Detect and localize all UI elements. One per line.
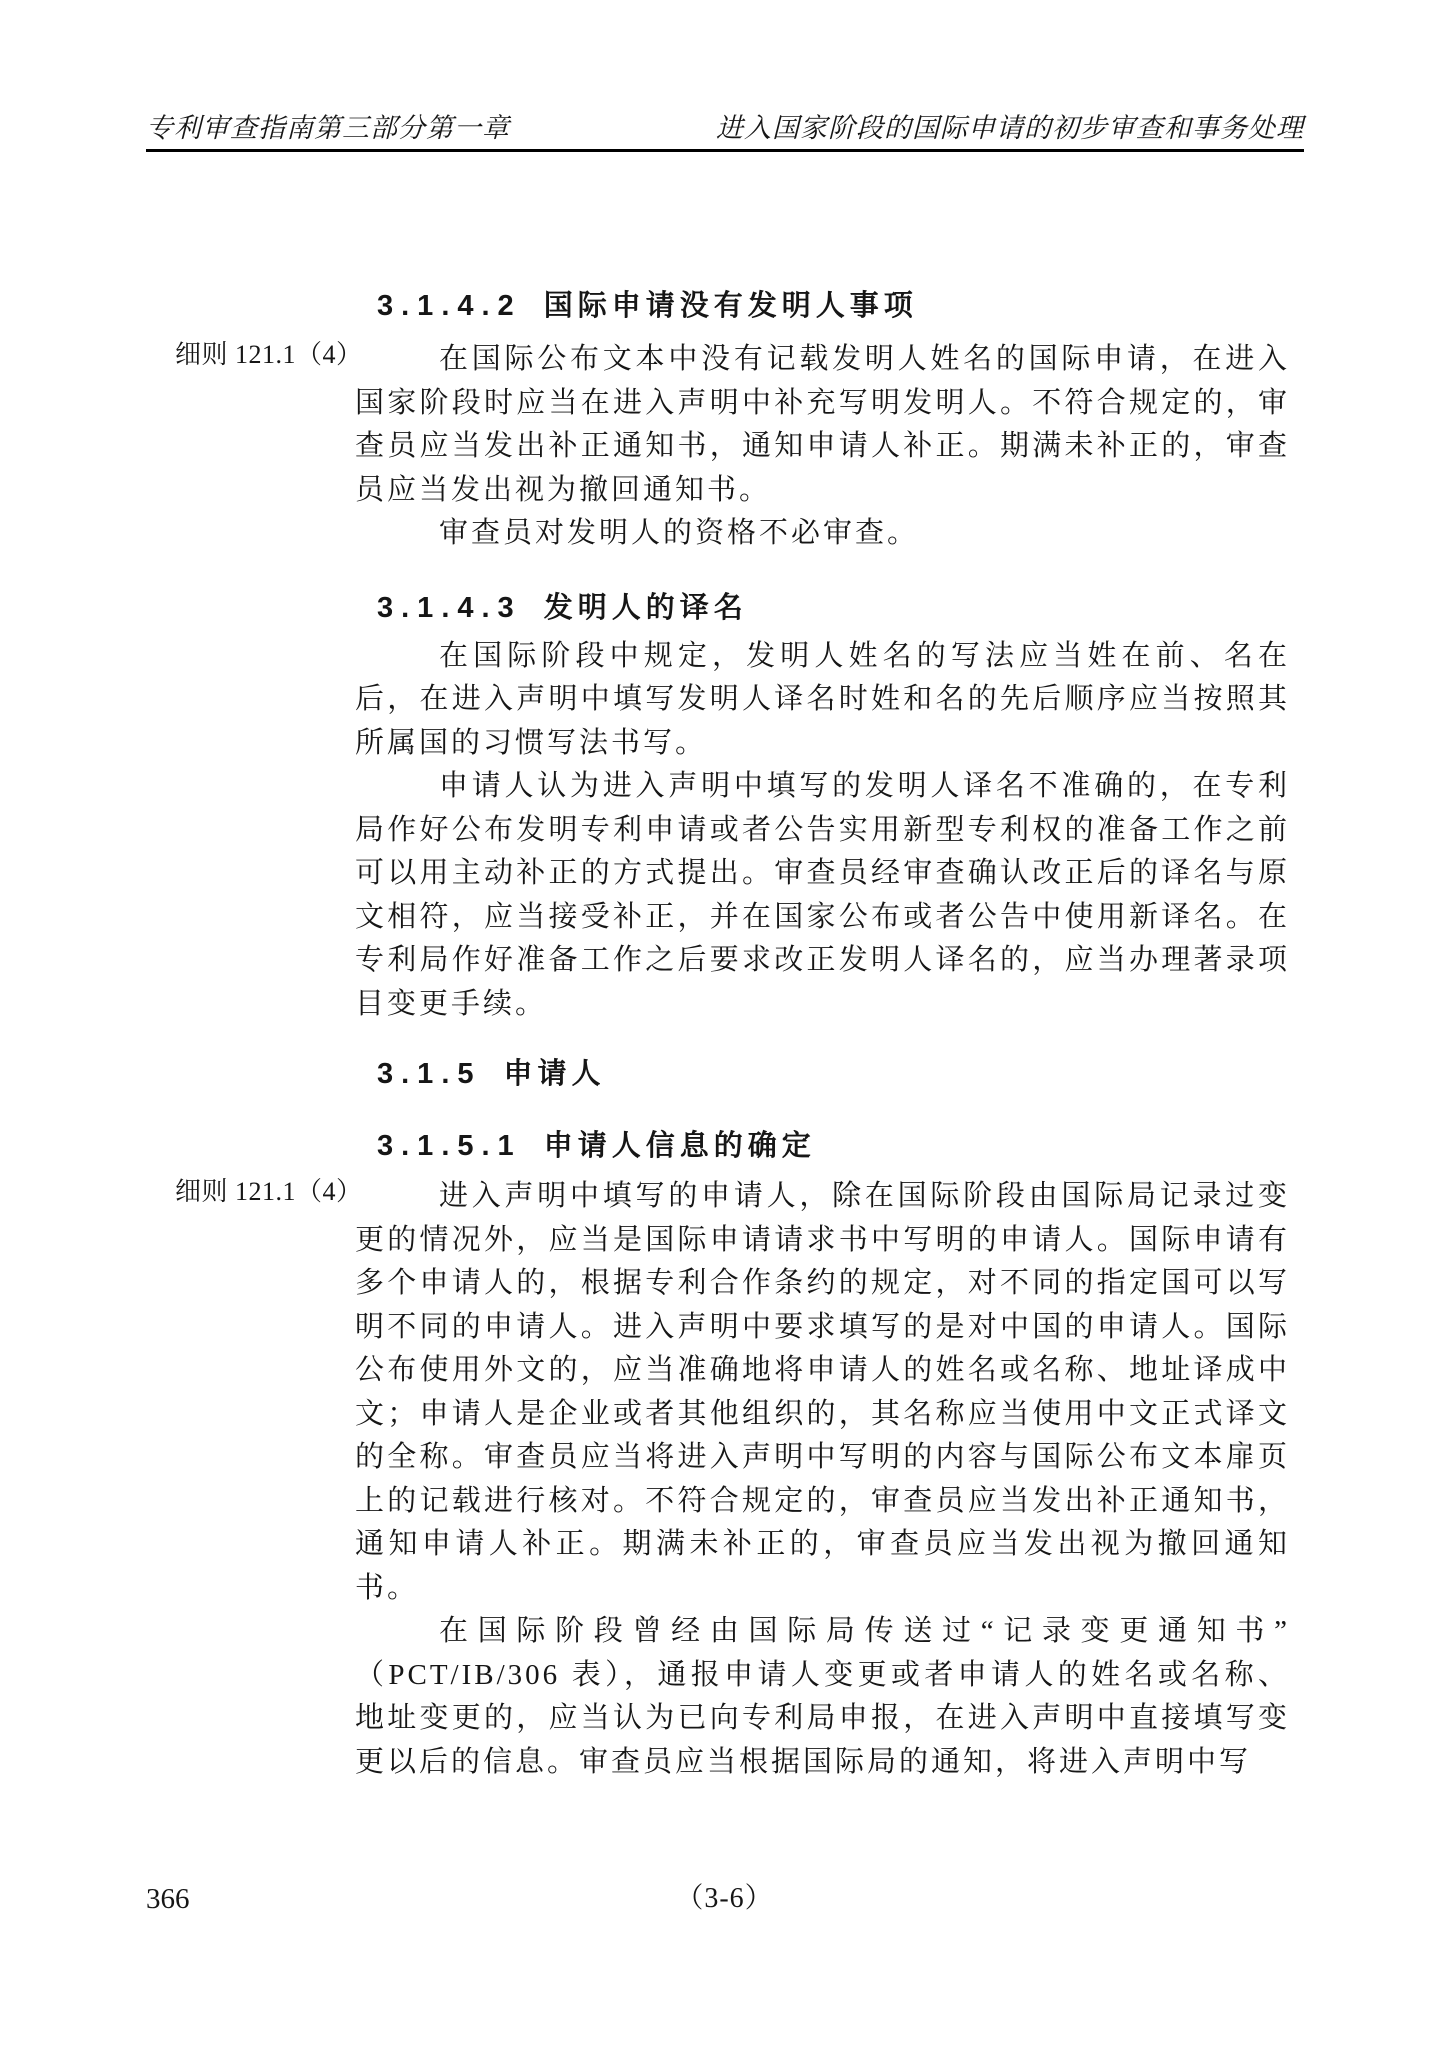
heading-number: 3.1.5.1	[377, 1130, 522, 1162]
heading-title: 发明人的译名	[543, 591, 748, 624]
section-heading-3-1-4-2	[377, 288, 1290, 324]
margin-note-rule-121-1-4-second: 细则 121.1（4）	[175, 1177, 363, 1206]
heading-number: 3.1.5	[377, 1058, 482, 1090]
section-heading-3-1-5	[377, 1056, 1290, 1092]
paragraph-continued-first-line: 在国际阶段曾经由国际局传送过“记录变更通知书”	[439, 1615, 1290, 1647]
header-right-text: 进入国家阶段的国际申请的初步审查和事务处理	[716, 113, 1304, 143]
paragraph: 审查员对发明人的资格不必审查。	[439, 517, 920, 549]
paragraph-continued-rest: （PCT/IB/306 表），通报申请人变更或者申请人的姓名或名称、地址变更的，应当认为已向专利局申报，在进入声明中直接填写变更以后的信息。审查员应当根据国际局的通知，将进入声明中写	[355, 1658, 1290, 1778]
page-header	[146, 112, 1304, 152]
heading-title: 申请人信息的确定	[543, 1130, 816, 1162]
header-left-text: 专利审查指南第三部分第一章	[146, 113, 510, 143]
section-heading-3-1-5-1	[377, 1128, 1290, 1164]
heading-title: 申请人	[503, 1058, 606, 1090]
content-column	[355, 288, 1290, 1784]
margin-note-rule-121-1-4-first: 细则 121.1（4）	[175, 340, 363, 369]
paragraph: 申请人认为进入声明中填写的发明人译名不准确的，在专利局作好公布发明专利申请或者公告实用新型专利权的准备工作之前可以用主动补正的方式提出。审查员经审查确认改正后的译名与原文相符，应当接受补正，并在国家公布或者公告中使用新译名。在专利局作好准备工作之后要求改正发明人译名的，应当办理著录项目变更手续。	[355, 770, 1290, 1020]
heading-title: 国际申请没有发明人事项	[543, 290, 918, 322]
paragraph: 进入声明中填写的申请人，除在国际阶段由国际局记录过变更的情况外，应当是国际申请请求书中写明的申请人。国际申请有多个申请人的，根据专利合作条约的规定，对不同的指定国可以写明不同的申请人。进入声明中要求填写的是对中国的申请人。国际公布使用外文的，应当准确地将申请人的姓名或名称、地址译成中文；申请人是企业或者其他组织的，其名称应当使用中文正式译文的全称。审查员应当将进入声明中写明的内容与国际公布文本扉页上的记载进行核对。不符合规定的，审查员应当发出补正通知书，通知申请人补正。期满未补正的，审查员应当发出视为撤回通知书。	[355, 1180, 1290, 1604]
heading-number: 3.1.4.2	[377, 290, 522, 322]
chapter-page-number: （3-6）	[675, 1883, 774, 1914]
section-heading-3-1-4-3	[377, 590, 1290, 626]
paragraph: 在国际阶段中规定，发明人姓名的写法应当姓在前、名在后，在进入声明中填写发明人译名时姓和名的先后顺序应当按照其所属国的习惯写法书写。	[355, 639, 1290, 759]
paragraph: 在国际公布文本中没有记载发明人姓名的国际申请，在进入国家阶段时应当在进入声明中补充写明发明人。不符合规定的，审查员应当发出补正通知书，通知申请人补正。期满未补正的，审查员应当发出视为撤回通知书。	[355, 343, 1290, 506]
page-number: 366	[146, 1883, 190, 1915]
heading-number: 3.1.4.3	[377, 591, 522, 624]
